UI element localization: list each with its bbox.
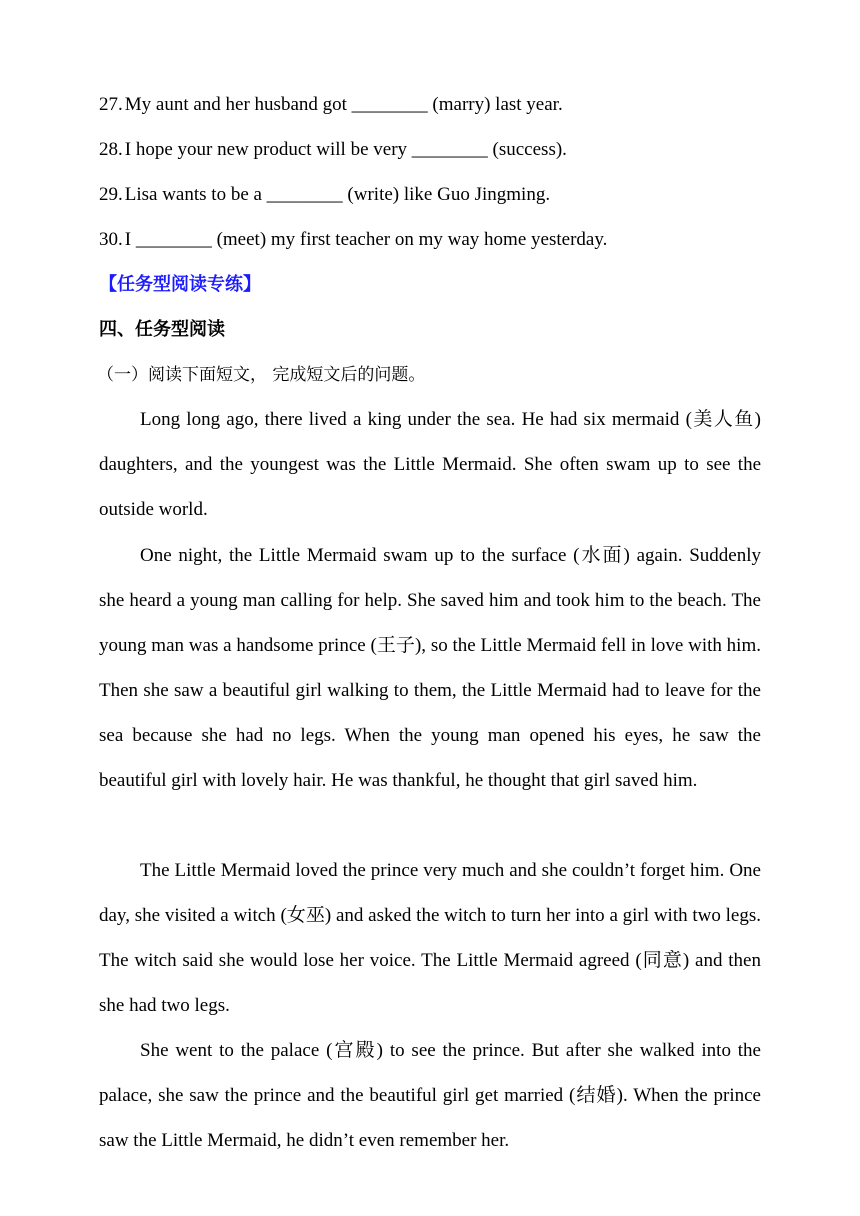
- question-number: 28.: [99, 139, 123, 160]
- paragraph-1: Long long ago, there lived a king under the sea. He had six mermaid (美人鱼) daughters, and the youngest was the Little Mermaid. She often swam up to see the outside world.: [99, 409, 761, 520]
- question-text: My aunt and her husband got ________ (marry) last year.: [124, 94, 563, 115]
- paragraph-2: One night, the Little Mermaid swam up to the surface (水面) again. Suddenly she heard a young man calling for help. She saved him and took him to the beach. The young man was a handsome prince (王子), so the Little Mermaid fell in love with him. Then she saw a beautiful girl walking to them, the Little Mermaid had to leave for the sea because she had no legs. When the young man opened his eyes, he saw the beautiful girl with lovely hair. He was thankful, he thought that girl saved him.: [99, 545, 761, 791]
- section-tag: 【任务型阅读专练】: [99, 274, 261, 295]
- reading-instruction: （一）阅读下面短文， 完成短文后的问题。: [97, 365, 426, 385]
- paragraph-3: The Little Mermaid loved the prince very much and she couldn’t forget him. One day, she visited a witch (女巫) and asked the witch to turn her into a girl with two legs. The witch said she would lose her voice. The Little Mermaid agreed (同意) and then she had two legs.: [99, 860, 761, 1016]
- paragraph-4: She went to the palace (宫殿) to see the prince. But after she walked into the palace, she saw the prince and the beautiful girl get married (结婚). When the prince saw the Little Mermaid, he didn’t even remember her.: [99, 1040, 761, 1151]
- section-title: 四、任务型阅读: [99, 319, 225, 340]
- question-text: Lisa wants to be a ________ (write) like Guo Jingming.: [124, 184, 551, 205]
- question-number: 27.: [99, 94, 123, 115]
- question-number: 30.: [99, 229, 123, 250]
- question-text: I hope your new product will be very ________ (success).: [124, 139, 567, 160]
- question-text: I ________ (meet) my first teacher on my way home yesterday.: [124, 229, 608, 250]
- question-number: 29.: [99, 184, 123, 205]
- question-28: [99, 138, 567, 162]
- question-30: [99, 228, 607, 252]
- question-29: [99, 183, 550, 207]
- question-27: [99, 93, 563, 117]
